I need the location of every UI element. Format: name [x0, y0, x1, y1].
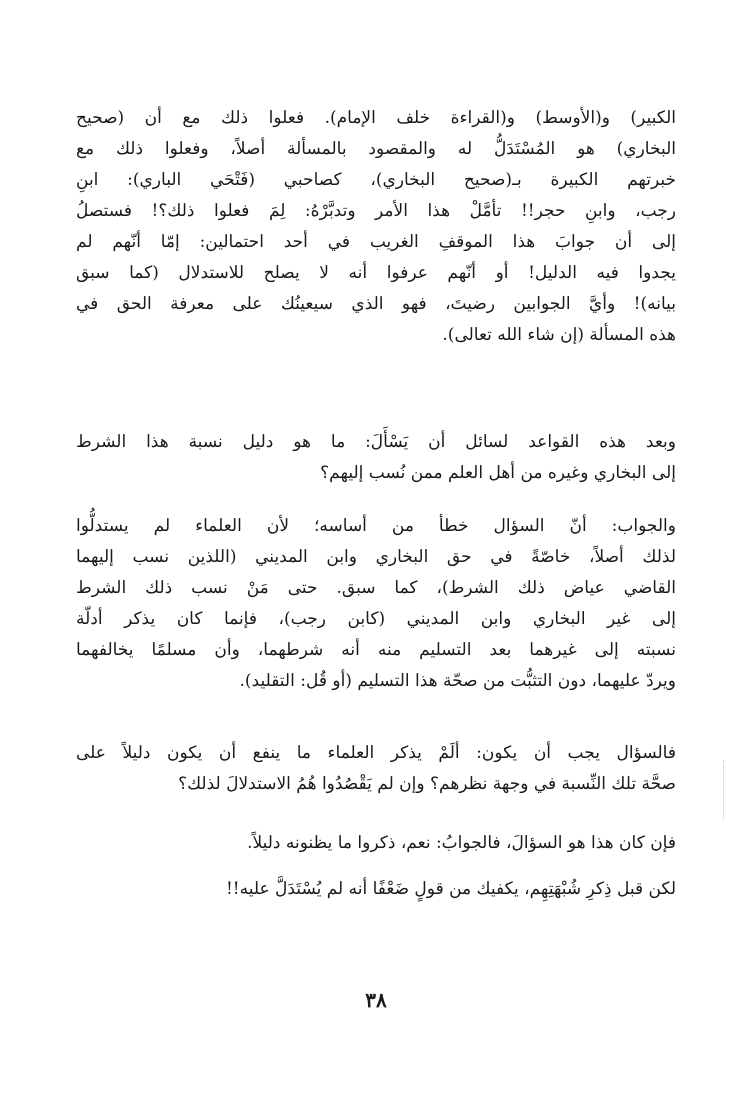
paragraph-5 [76, 828, 676, 859]
text-line: هذه المسألة (إن شاء الله تعالى). [442, 325, 676, 345]
text-line: يجدوا فيه الدليل! أو أنّهم عرفوا أنه لا يصلح للاستدلال (كما سبق [76, 263, 676, 283]
text-line: خبرتهم الكبيرة بـ(صحيح البخاري)، كصاحبي (فَتْحَي الباري): ابنِ [76, 170, 676, 190]
text-line: إلى غير البخاري وابن المديني (كابن رجب)، فإنما كان يذكر أدلّة [76, 609, 676, 629]
text-line: صحَّة تلك النِّسبة في وجهة نظرهم؟ وإن لم يَقْصُدُوا هُمُ الاستدلالَ لذلك؟ [178, 774, 676, 794]
text-line: فالسؤال يجب أن يكون: ألَمْ يذكر العلماء ما ينفع أن يكون دليلاً على [76, 743, 676, 763]
text-line: فإن كان هذا هو السؤالَ، فالجوابُ: نعم، ذكروا ما يظنونه دليلاً. [247, 833, 676, 853]
paragraph-3 [76, 511, 676, 697]
text-line: إلى أن جوابَ هذا الموقفِ الغريب في أحد احتمالين: إمّا أنّهم لم [76, 232, 676, 252]
text-line: نسبته إلى غيرهما بعد التسليم منه أنه شرطهما، وأن مسلمًا يخالفهما [76, 640, 676, 660]
paragraph-6 [76, 874, 676, 905]
text-line: القاضي عياض ذلك الشرط)، كما سبق. حتى مَنْ نسب ذلك الشرط [76, 578, 676, 598]
text-line: ويردّ عليهما، دون التثبُّت من صحّة هذا التسليم (أو قُل: التقليد). [239, 671, 676, 691]
text-line: والجواب: أنّ السؤال خطأ من أساسه؛ لأن العلماء لم يستدلُّوا [76, 516, 676, 536]
text-line: رجب، وابنِ حجر!! تأمَّلْ هذا الأمر وتدبَّرْهُ: لِمَ فعلوا ذلك؟! فستصلُ [76, 201, 676, 221]
paragraph-1 [76, 103, 676, 351]
text-line: لكن قبل ذِكرِ شُبْهَتِهِم، يكفيك من قولٍ ضَعْفًا أنه لم يُسْتَدَلَّ عليه!! [225, 879, 676, 899]
paragraph-2 [76, 427, 676, 489]
margin-speckle [721, 760, 724, 820]
text-line: لذلك أصلاً، خاصّةً في حق البخاري وابن المديني (اللذين نسب إليهما [76, 547, 676, 567]
text-line: إلى البخاري وغيره من أهل العلم ممن نُسب إليهم؟ [320, 463, 676, 483]
text-line: البخاري) هو المُسْتَدَلُّ له والمقصود بالمسألة أصلاً، وفعلوا ذلك مع [76, 139, 676, 159]
text-line: وبعد هذه القواعد لسائل أن يَسْأَلَ: ما هو دليل نسبة هذا الشرط [76, 432, 676, 452]
text-line: بيانه)! وأيَّ الجوابين رضيتَ، فهو الذي سيعينُك على معرفة الحق في [76, 294, 676, 314]
page-number: ٣٨ [365, 988, 387, 1012]
paragraph-4 [76, 738, 676, 800]
text-line: الكبير) و(الأوسط) و(القراءة خلف الإمام). فعلوا ذلك مع أن (صحيح [76, 108, 676, 128]
